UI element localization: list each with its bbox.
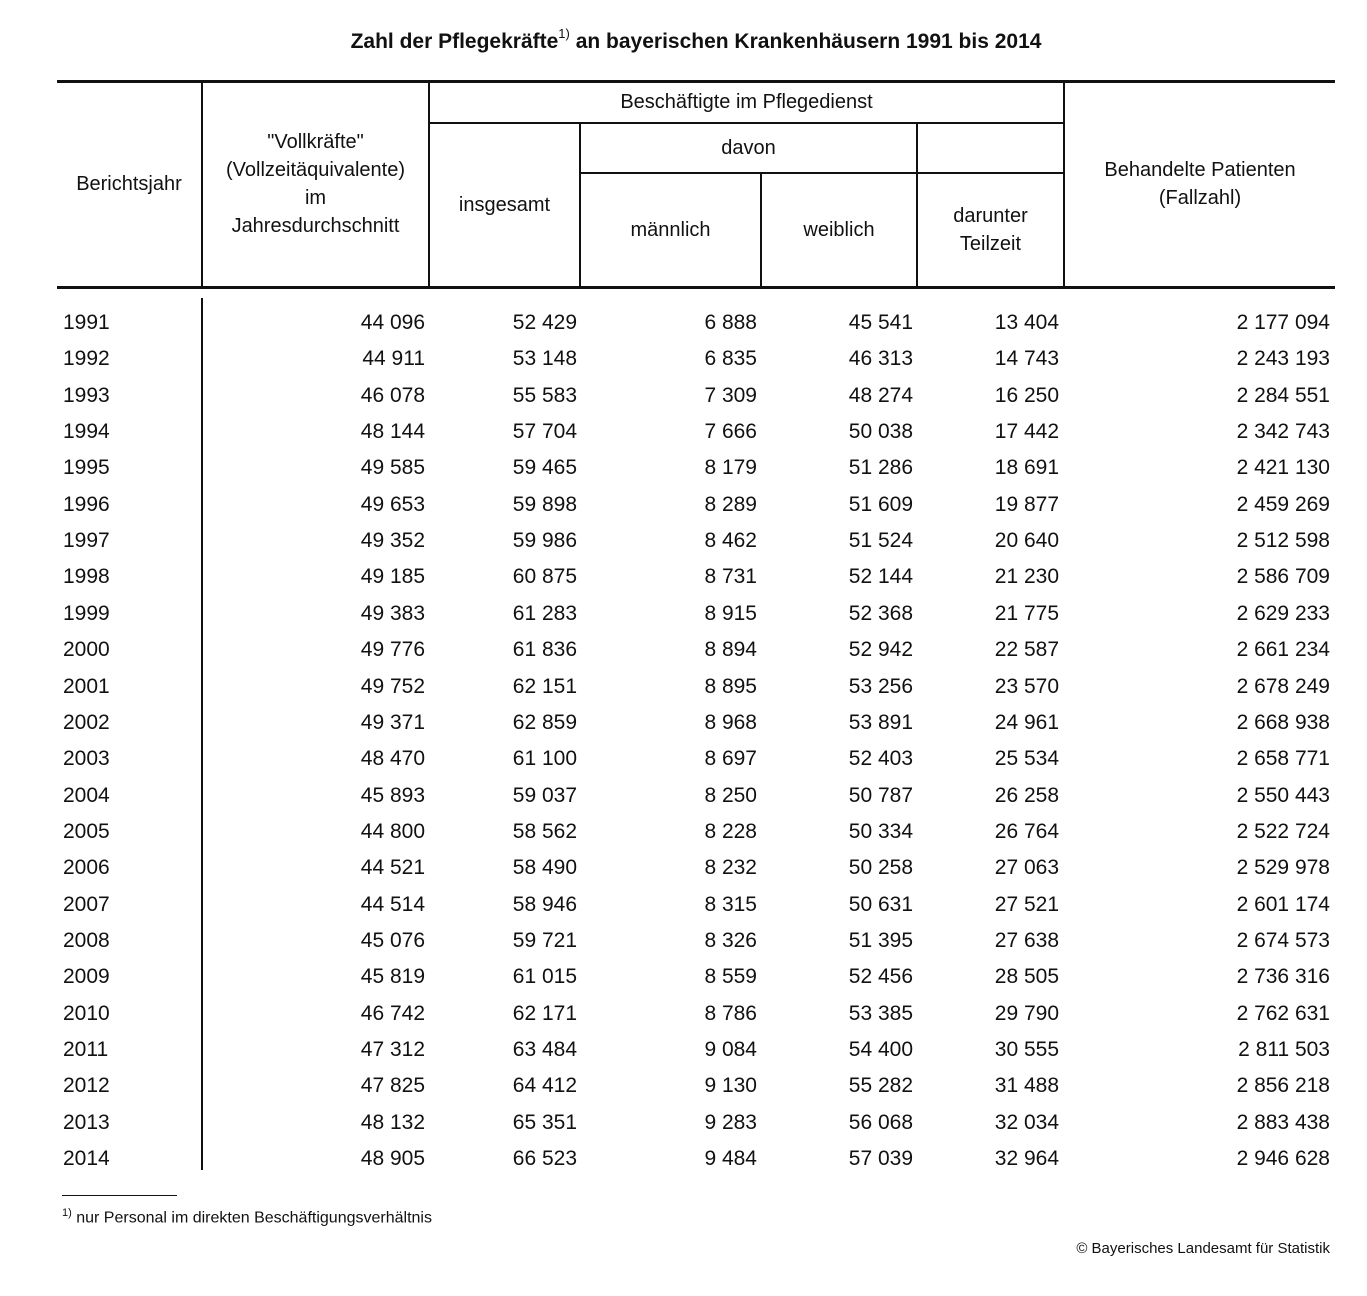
cell-patienten: 2 811 503 [1238, 1038, 1330, 1061]
cell-vollkraefte: 44 800 [360, 819, 425, 843]
cell-year: 2011 [63, 1038, 109, 1061]
header-berichtsjahr-label: Berichtsjahr [76, 173, 182, 195]
cell-insgesamt: 62 859 [512, 710, 577, 734]
title-rest: an bayerischen Krankenhäusern 1991 bis 2014 [569, 30, 1042, 53]
cell-year: 2004 [63, 783, 110, 807]
cell-insgesamt: 61 015 [512, 965, 577, 989]
cell-year: 2010 [63, 1001, 110, 1025]
table-row [0, 448, 1367, 484]
cell-teilzeit: 26 258 [994, 783, 1059, 807]
cell-year: 1999 [63, 601, 110, 625]
cell-maennlich: 9 130 [704, 1074, 757, 1098]
footnote-marker: 1) [62, 1207, 72, 1219]
cell-insgesamt: 57 704 [512, 420, 577, 444]
header-davon-label: davon [721, 137, 776, 159]
cell-patienten: 2 601 174 [1236, 892, 1330, 916]
cell-patienten: 2 736 316 [1236, 965, 1330, 989]
cell-weiblich: 54 400 [848, 1038, 913, 1061]
cell-year: 1994 [63, 420, 110, 444]
cell-teilzeit: 23 570 [994, 674, 1059, 698]
header-vollkraefte-line2: (Vollzeitäquivalente) [226, 159, 405, 181]
table-row [0, 885, 1367, 921]
footnote-separator [62, 1195, 177, 1196]
cell-weiblich: 51 395 [848, 928, 913, 952]
cell-weiblich: 53 385 [848, 1001, 913, 1025]
cell-weiblich: 53 256 [848, 674, 913, 698]
cell-maennlich: 8 462 [704, 529, 757, 553]
cell-patienten: 2 529 978 [1236, 856, 1330, 880]
cell-patienten: 2 661 234 [1236, 638, 1330, 662]
cell-maennlich: 8 731 [704, 565, 757, 589]
cell-vollkraefte: 48 470 [360, 747, 425, 771]
cell-weiblich: 51 286 [848, 456, 913, 480]
cell-vollkraefte: 49 653 [360, 492, 425, 516]
cell-patienten: 2 674 573 [1236, 928, 1330, 952]
table-row [0, 412, 1367, 448]
cell-weiblich: 50 258 [848, 856, 913, 880]
table-row [0, 521, 1367, 557]
cell-weiblich: 51 609 [848, 492, 913, 516]
cell-maennlich: 6 835 [704, 347, 757, 371]
cell-vollkraefte: 44 096 [360, 311, 425, 334]
cell-insgesamt: 52 429 [512, 311, 577, 334]
cell-maennlich: 8 228 [704, 819, 757, 843]
cell-year: 2006 [63, 856, 110, 880]
cell-weiblich: 50 038 [848, 420, 913, 444]
cell-insgesamt: 65 351 [512, 1110, 577, 1134]
footnote [62, 1207, 432, 1227]
cell-patienten: 2 284 551 [1236, 383, 1330, 407]
header-teilzeit-line2: Teilzeit [959, 233, 1022, 255]
cell-vollkraefte: 45 893 [360, 783, 425, 807]
cell-insgesamt: 59 037 [512, 783, 577, 807]
table-row [0, 921, 1367, 957]
cell-teilzeit: 13 404 [994, 311, 1059, 334]
cell-insgesamt: 53 148 [512, 347, 577, 371]
cell-vollkraefte: 46 742 [360, 1001, 425, 1025]
cell-weiblich: 52 368 [848, 601, 913, 625]
table-row [0, 594, 1367, 630]
header-vollkraefte-line4: Jahresdurchschnitt [231, 215, 400, 237]
title-footnote-marker: 1) [558, 26, 570, 41]
cell-maennlich: 8 968 [704, 710, 757, 734]
header-insgesamt [430, 124, 579, 286]
cell-insgesamt: 60 875 [512, 565, 577, 589]
cell-maennlich: 8 326 [704, 928, 757, 952]
table-row [0, 667, 1367, 703]
cell-teilzeit: 27 063 [994, 856, 1059, 880]
table-row [0, 776, 1367, 812]
cell-patienten: 2 883 438 [1236, 1110, 1330, 1134]
cell-year: 1998 [63, 565, 110, 589]
cell-weiblich: 56 068 [848, 1110, 913, 1134]
cell-year: 2012 [63, 1074, 110, 1098]
cell-year: 1993 [63, 383, 110, 407]
cell-year: 2000 [63, 638, 110, 662]
cell-teilzeit: 27 521 [994, 892, 1059, 916]
cell-maennlich: 8 559 [704, 965, 757, 989]
cell-vollkraefte: 44 521 [360, 856, 425, 880]
cell-teilzeit: 28 505 [994, 965, 1059, 989]
cell-maennlich: 8 915 [704, 601, 757, 625]
cell-maennlich: 8 289 [704, 492, 757, 516]
cell-vollkraefte: 48 905 [360, 1147, 425, 1171]
cell-patienten: 2 421 130 [1236, 456, 1330, 480]
cell-teilzeit: 31 488 [994, 1074, 1059, 1098]
cell-patienten: 2 522 724 [1236, 819, 1330, 843]
cell-year: 2013 [63, 1110, 110, 1134]
table-title [0, 28, 1367, 54]
cell-maennlich: 8 895 [704, 674, 757, 698]
cell-year: 2009 [63, 965, 110, 989]
cell-patienten: 2 243 193 [1236, 347, 1330, 371]
cell-insgesamt: 59 465 [512, 456, 577, 480]
cell-teilzeit: 29 790 [994, 1001, 1059, 1025]
table-row [0, 703, 1367, 739]
cell-maennlich: 6 888 [704, 311, 757, 334]
cell-teilzeit: 25 534 [994, 747, 1059, 771]
header-vollkraefte-line1: "Vollkräfte" [267, 131, 364, 153]
header-weiblich [762, 174, 916, 286]
table-row [0, 376, 1367, 412]
table-row [0, 485, 1367, 521]
cell-maennlich: 9 484 [704, 1147, 757, 1171]
cell-maennlich: 7 309 [704, 383, 757, 407]
cell-patienten: 2 459 269 [1236, 492, 1330, 516]
header-maennlich-label: männlich [630, 219, 711, 241]
cell-insgesamt: 59 986 [512, 529, 577, 553]
table-row [0, 1066, 1367, 1102]
cell-teilzeit: 17 442 [994, 420, 1059, 444]
cell-teilzeit: 32 964 [994, 1147, 1059, 1171]
cell-patienten: 2 946 628 [1236, 1147, 1330, 1171]
cell-maennlich: 8 232 [704, 856, 757, 880]
header-vollkraefte-line3: im [304, 187, 327, 209]
cell-vollkraefte: 44 514 [360, 892, 425, 916]
cell-weiblich: 46 313 [848, 347, 913, 371]
cell-weiblich: 50 334 [848, 819, 913, 843]
cell-year: 2007 [63, 892, 110, 916]
cell-vollkraefte: 45 076 [360, 928, 425, 952]
cell-year: 2005 [63, 819, 110, 843]
header-patienten-line2: (Fallzahl) [1158, 187, 1242, 209]
cell-insgesamt: 59 898 [512, 492, 577, 516]
cell-maennlich: 8 697 [704, 747, 757, 771]
cell-patienten: 2 658 771 [1236, 747, 1330, 771]
cell-year: 2014 [63, 1147, 110, 1171]
cell-insgesamt: 64 412 [512, 1074, 577, 1098]
cell-vollkraefte: 49 185 [360, 565, 425, 589]
cell-patienten: 2 629 233 [1236, 601, 1330, 625]
cell-weiblich: 55 282 [848, 1074, 913, 1098]
header-teilzeit [918, 174, 1063, 286]
cell-teilzeit: 20 640 [994, 529, 1059, 553]
header-beschaeftigte-label: Beschäftigte im Pflegedienst [620, 91, 873, 113]
copyright: © Bayerisches Landesamt für Statistik [1076, 1240, 1330, 1257]
cell-weiblich: 57 039 [848, 1147, 913, 1171]
cell-teilzeit: 16 250 [994, 383, 1059, 407]
cell-weiblich: 45 541 [848, 311, 913, 334]
header-teilzeit-line1: darunter [953, 205, 1028, 227]
cell-vollkraefte: 46 078 [360, 383, 425, 407]
table-row [0, 557, 1367, 593]
header-beschaeftigte [430, 82, 1063, 122]
cell-insgesamt: 58 946 [512, 892, 577, 916]
cell-maennlich: 8 315 [704, 892, 757, 916]
cell-insgesamt: 61 836 [512, 638, 577, 662]
header-davon [581, 124, 916, 172]
cell-patienten: 2 668 938 [1236, 710, 1330, 734]
cell-year: 2003 [63, 747, 110, 771]
cell-patienten: 2 856 218 [1236, 1074, 1330, 1098]
cell-year: 1996 [63, 492, 110, 516]
cell-vollkraefte: 47 825 [360, 1074, 425, 1098]
cell-vollkraefte: 44 911 [362, 347, 425, 371]
cell-teilzeit: 26 764 [994, 819, 1059, 843]
cell-year: 1997 [63, 529, 110, 553]
cell-year: 2008 [63, 928, 110, 952]
cell-year: 2002 [63, 710, 110, 734]
cell-weiblich: 48 274 [848, 383, 913, 407]
cell-insgesamt: 58 490 [512, 856, 577, 880]
cell-weiblich: 52 456 [848, 965, 913, 989]
cell-weiblich: 50 787 [848, 783, 913, 807]
cell-weiblich: 52 942 [848, 638, 913, 662]
cell-patienten: 2 550 443 [1236, 783, 1330, 807]
cell-insgesamt: 66 523 [512, 1147, 577, 1171]
cell-maennlich: 8 179 [704, 456, 757, 480]
cell-maennlich: 7 666 [704, 420, 757, 444]
table-row [0, 630, 1367, 666]
cell-teilzeit: 21 230 [994, 565, 1059, 589]
table-row [0, 812, 1367, 848]
cell-patienten: 2 678 249 [1236, 674, 1330, 698]
cell-teilzeit: 21 775 [994, 601, 1059, 625]
cell-vollkraefte: 47 312 [360, 1038, 425, 1061]
cell-patienten: 2 512 598 [1236, 529, 1330, 553]
cell-insgesamt: 55 583 [512, 383, 577, 407]
cell-vollkraefte: 49 776 [360, 638, 425, 662]
header-weiblich-label: weiblich [803, 219, 875, 241]
table-row [0, 848, 1367, 884]
cell-year: 2001 [63, 674, 110, 698]
cell-vollkraefte: 45 819 [360, 965, 425, 989]
header-insgesamt-label: insgesamt [458, 194, 551, 216]
header-patienten-line1: Behandelte Patienten [1104, 159, 1296, 181]
cell-weiblich: 52 403 [848, 747, 913, 771]
cell-vollkraefte: 49 585 [360, 456, 425, 480]
cell-maennlich: 8 786 [704, 1001, 757, 1025]
cell-vollkraefte: 49 371 [360, 710, 425, 734]
cell-patienten: 2 586 709 [1236, 565, 1330, 589]
header-berichtsjahr [57, 82, 201, 286]
cell-teilzeit: 22 587 [994, 638, 1059, 662]
cell-vollkraefte: 48 132 [360, 1110, 425, 1134]
cell-vollkraefte: 49 383 [360, 601, 425, 625]
table-row [0, 1139, 1367, 1175]
header-maennlich [581, 174, 760, 286]
table-row [0, 994, 1367, 1030]
table-row [0, 1030, 1367, 1066]
table-row [0, 339, 1367, 375]
cell-vollkraefte: 49 352 [360, 529, 425, 553]
cell-teilzeit: 27 638 [994, 928, 1059, 952]
cell-vollkraefte: 48 144 [360, 420, 425, 444]
cell-year: 1995 [63, 456, 110, 480]
header-vollkraefte [203, 82, 428, 286]
table-row [0, 739, 1367, 775]
cell-weiblich: 50 631 [848, 892, 913, 916]
cell-patienten: 2 177 094 [1236, 311, 1330, 334]
cell-insgesamt: 61 283 [512, 601, 577, 625]
cell-year: 1992 [63, 347, 110, 371]
header-patienten [1065, 82, 1335, 286]
cell-insgesamt: 61 100 [512, 747, 577, 771]
cell-maennlich: 8 894 [704, 638, 757, 662]
footnote-text: nur Personal im direkten Beschäftigungsverhältnis [71, 1209, 432, 1227]
cell-insgesamt: 59 721 [512, 928, 577, 952]
table-row [0, 957, 1367, 993]
cell-teilzeit: 18 691 [994, 456, 1059, 480]
cell-teilzeit: 19 877 [994, 492, 1059, 516]
cell-weiblich: 53 891 [848, 710, 913, 734]
cell-teilzeit: 32 034 [994, 1110, 1059, 1134]
cell-teilzeit: 30 555 [994, 1038, 1059, 1061]
cell-patienten: 2 342 743 [1236, 420, 1330, 444]
cell-year: 1991 [63, 311, 110, 334]
cell-insgesamt: 58 562 [512, 819, 577, 843]
cell-vollkraefte: 49 752 [360, 674, 425, 698]
header-bottom-rule [57, 286, 1335, 289]
cell-insgesamt: 62 151 [512, 674, 577, 698]
cell-maennlich: 9 084 [704, 1038, 757, 1061]
cell-weiblich: 51 524 [848, 529, 913, 553]
cell-maennlich: 9 283 [704, 1110, 757, 1134]
table-row [0, 303, 1367, 339]
cell-insgesamt: 63 484 [512, 1038, 577, 1061]
cell-weiblich: 52 144 [848, 565, 913, 589]
cell-teilzeit: 24 961 [994, 710, 1059, 734]
table-row [0, 1103, 1367, 1139]
cell-insgesamt: 62 171 [512, 1001, 577, 1025]
cell-teilzeit: 14 743 [994, 347, 1059, 371]
cell-maennlich: 8 250 [704, 783, 757, 807]
cell-patienten: 2 762 631 [1236, 1001, 1330, 1025]
title-main: Zahl der Pflegekräfte [350, 30, 559, 53]
